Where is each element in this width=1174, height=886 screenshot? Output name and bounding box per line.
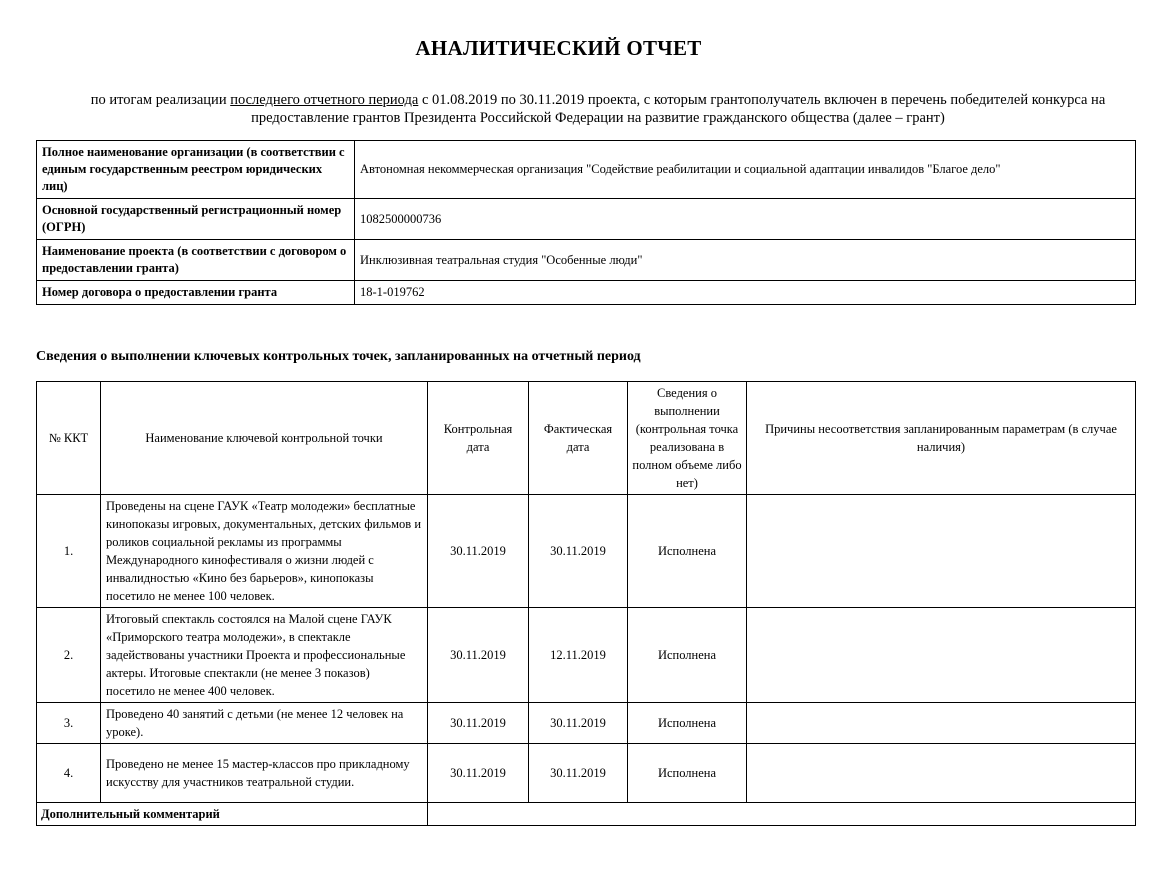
row-name: Проведено 40 занятий с детьми (не менее 12 человек на уроке). [101, 703, 428, 744]
table-row [37, 744, 1136, 803]
row-num: 3. [37, 703, 101, 744]
info-value: Автономная некоммерческая организация "Содействие реабилитации и социальной адаптации инвалидов "Благое дело" [355, 141, 1136, 199]
header-status: Сведения о выполнении (контрольная точка реализована в полном объеме либо нет) [628, 382, 747, 495]
info-label: Основной государственный регистрационный номер (ОГРН) [37, 199, 355, 240]
row-num: 4. [37, 744, 101, 803]
info-row-ogrn [37, 199, 1136, 240]
row-actual-date: 30.11.2019 [529, 744, 628, 803]
table-row [37, 703, 1136, 744]
kkt-table [36, 381, 1136, 826]
row-reasons [747, 608, 1136, 703]
row-status: Исполнена [628, 744, 747, 803]
organization-info-table [36, 140, 1136, 305]
section-title: Сведения о выполнении ключевых контрольных точек, запланированных на отчетный период [36, 349, 641, 364]
row-planned-date: 30.11.2019 [428, 495, 529, 608]
info-row-org-name [37, 141, 1136, 199]
header-num: № ККТ [37, 382, 101, 495]
table-row [37, 608, 1136, 703]
row-planned-date: 30.11.2019 [428, 608, 529, 703]
row-reasons [747, 744, 1136, 803]
row-name: Проведено не менее 15 мастер-классов про прикладному искусству для участников театральной студии. [101, 744, 428, 803]
subtitle-part2: с 01.08.2019 по 30.11.2019 проекта, с которым грантополучатель включен в перечень победителей конкурса на предоставление грантов Президента Российской Федерации на развитие гражданского общества (далее – грант) [251, 92, 1106, 126]
row-reasons [747, 703, 1136, 744]
subtitle-period-link: последнего отчетного периода [230, 92, 419, 108]
info-value: 18-1-019762 [355, 281, 1136, 305]
row-num: 2. [37, 608, 101, 703]
comment-value [428, 803, 1136, 826]
row-status: Исполнена [628, 608, 747, 703]
row-name: Итоговый спектакль состоялся на Малой сцене ГАУК «Приморского театра молодежи», в спектакле задействованы участники Проекта и профессиональные актеры. Итоговые спектакли (не менее 3 показов) посетило не менее 400 человек. [101, 608, 428, 703]
row-actual-date: 30.11.2019 [529, 703, 628, 744]
info-value: 1082500000736 [355, 199, 1136, 240]
row-num: 1. [37, 495, 101, 608]
info-label: Наименование проекта (в соответствии с договором о предоставлении гранта) [37, 240, 355, 281]
table-row [37, 495, 1136, 608]
header-name: Наименование ключевой контрольной точки [101, 382, 428, 495]
report-title: АНАЛИТИЧЕСКИЙ ОТЧЕТ [415, 36, 702, 60]
row-status: Исполнена [628, 703, 747, 744]
header-reasons: Причины несоответствия запланированным параметрам (в случае наличия) [747, 382, 1136, 495]
info-row-contract [37, 281, 1136, 305]
row-actual-date: 30.11.2019 [529, 495, 628, 608]
row-planned-date: 30.11.2019 [428, 744, 529, 803]
row-name: Проведены на сцене ГАУК «Театр молодежи» бесплатные кинопоказы игровых, документальных, детских фильмов и роликов социальной рекламы из программы Международного кинофестиваля о жизни людей с инвалидностью «Кино без барьеров», кинопоказы посетило не менее 100 человек. [101, 495, 428, 608]
comment-label: Дополнительный комментарий [37, 803, 428, 826]
kkt-header-row [37, 382, 1136, 495]
header-planned-date: Контрольная дата [428, 382, 529, 495]
row-reasons [747, 495, 1136, 608]
info-label: Номер договора о предоставлении гранта [37, 281, 355, 305]
row-status: Исполнена [628, 495, 747, 608]
row-actual-date: 12.11.2019 [529, 608, 628, 703]
comment-row [37, 803, 1136, 826]
info-value: Инклюзивная театральная студия "Особенные люди" [355, 240, 1136, 281]
report-subtitle [60, 91, 1136, 127]
header-actual-date: Фактическая дата [529, 382, 628, 495]
row-planned-date: 30.11.2019 [428, 703, 529, 744]
subtitle-part1: по итогам реализации [90, 92, 231, 108]
info-row-project [37, 240, 1136, 281]
info-label: Полное наименование организации (в соответствии с единым государственным реестром юридических лиц) [37, 141, 355, 199]
